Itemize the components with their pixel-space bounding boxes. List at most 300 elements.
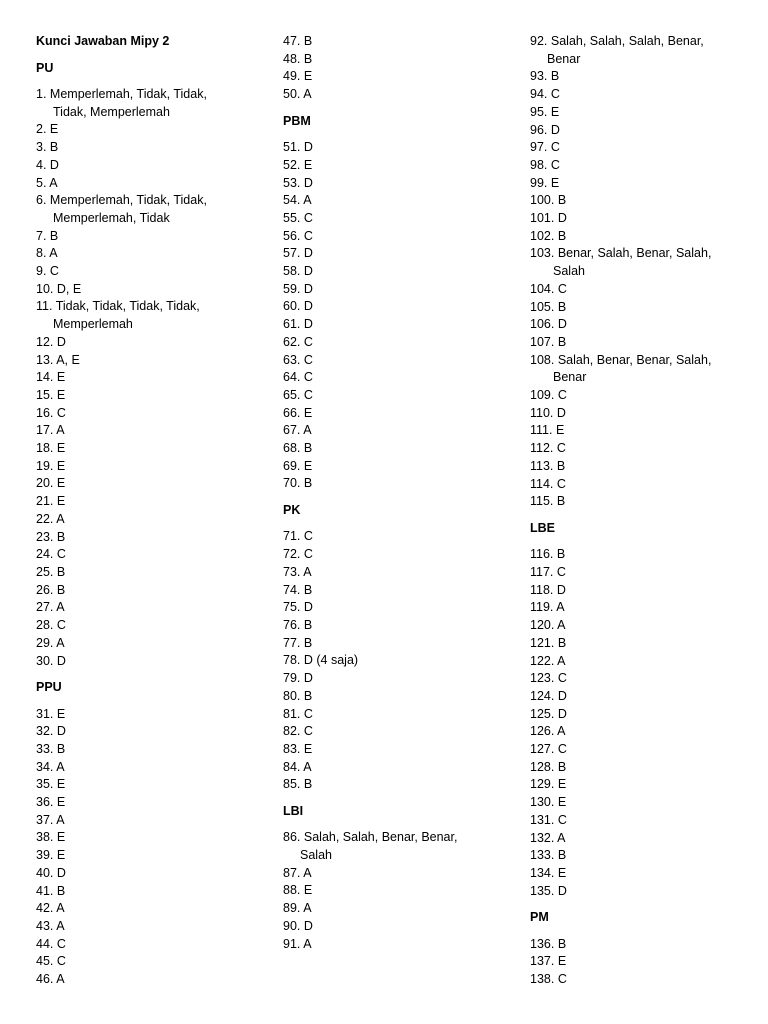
question-number: 137. [530, 954, 555, 969]
answer-text: A [303, 193, 312, 208]
answer-text: A [56, 918, 65, 933]
answer-item [283, 599, 518, 617]
answer-text: B [557, 635, 567, 650]
answer-text: B [49, 228, 59, 243]
answer-item [530, 953, 762, 971]
question-number: 64. [283, 370, 301, 385]
answer-item [283, 776, 518, 794]
answer-item [530, 228, 762, 246]
answer-item [283, 546, 518, 564]
answer-text: E [557, 795, 567, 810]
answer-item [530, 936, 762, 954]
question-number: 122. [530, 653, 555, 668]
question-number: 10. [36, 281, 54, 296]
answer-text: B [303, 582, 313, 597]
question-number: 66. [283, 405, 301, 420]
answer-text: E [56, 706, 66, 721]
answer-item [283, 263, 518, 281]
column-2 [283, 33, 518, 953]
section-lbi-continued [530, 33, 762, 511]
answer-text: B [303, 617, 313, 632]
section-heading: LBE [530, 520, 555, 535]
question-number: 71. [283, 529, 301, 544]
answer-text: D [49, 157, 59, 172]
answer-text: D [550, 122, 560, 137]
answer-text: Tidak, Tidak, Tidak, Tidak, [55, 299, 200, 314]
answer-item [530, 617, 762, 635]
answer-text: C [557, 281, 567, 296]
answer-item [36, 86, 271, 121]
answer-item [36, 865, 271, 883]
answer-item [283, 245, 518, 263]
answer-item [283, 139, 518, 157]
question-number: 25. [36, 564, 54, 579]
question-number: 101. [530, 211, 555, 226]
answer-text: E [303, 741, 313, 756]
answer-item [36, 847, 271, 865]
question-number: 89. [283, 901, 301, 916]
answer-item [36, 936, 271, 954]
answer-text: D [557, 706, 567, 721]
answer-text: B [556, 458, 566, 473]
question-number: 63. [283, 352, 301, 367]
question-number: 39. [36, 848, 54, 863]
answer-text: B [557, 936, 567, 951]
answer-text: Salah, Benar, Benar, Salah, [557, 352, 712, 367]
answer-text: Salah [553, 264, 585, 279]
question-number: 84. [283, 759, 301, 774]
question-number: 26. [36, 582, 54, 597]
question-number: 85. [283, 777, 301, 792]
answer-text: A [56, 812, 65, 827]
answer-text: C [56, 618, 66, 633]
answer-text: A [56, 972, 65, 987]
question-number: 49. [283, 69, 301, 84]
answer-item [530, 688, 762, 706]
question-number: 17. [36, 423, 54, 438]
answer-text: D [303, 671, 313, 686]
question-number: 104. [530, 281, 555, 296]
answer-item [530, 104, 762, 122]
question-number: 50. [283, 87, 301, 102]
answer-text: E [56, 830, 66, 845]
answer-text: B [303, 34, 313, 48]
answer-text: C [303, 334, 313, 349]
answer-item [283, 369, 518, 387]
section-ppu-continued [283, 33, 518, 104]
answer-item [36, 653, 271, 671]
answer-text: A [557, 653, 566, 668]
answer-item [530, 352, 762, 387]
answer-item [36, 812, 271, 830]
answer-item [530, 706, 762, 724]
question-number: 105. [530, 299, 555, 314]
section-lbe [530, 520, 762, 901]
question-number: 107. [530, 334, 555, 349]
answer-text: C [303, 724, 313, 739]
answer-text: A [557, 830, 566, 845]
answer-item [283, 759, 518, 777]
answer-item [530, 210, 762, 228]
question-number: 27. [36, 600, 54, 615]
answer-text: A [49, 246, 58, 261]
answer-text: E [56, 795, 66, 810]
question-number: 69. [283, 458, 301, 473]
answer-text: Salah, Salah, Salah, Benar, [550, 34, 704, 48]
question-number: 62. [283, 334, 301, 349]
answer-text: B [556, 494, 566, 509]
answer-text: E [550, 175, 560, 190]
question-number: 127. [530, 742, 555, 757]
answer-item [36, 759, 271, 777]
question-number: 138. [530, 972, 555, 987]
answer-item [530, 546, 762, 564]
answer-text: C [303, 370, 313, 385]
answer-text: D [303, 264, 313, 279]
question-number: 106. [530, 317, 555, 332]
answer-item [283, 387, 518, 405]
answer-text: D [556, 405, 566, 420]
answer-item [36, 458, 271, 476]
answer-text: D [303, 175, 313, 190]
question-number: 5. [36, 175, 47, 190]
question-number: 114. [530, 476, 554, 491]
question-number: 100. [530, 193, 555, 208]
question-number: 45. [36, 954, 54, 969]
answer-text: B [56, 564, 66, 579]
answer-text: D [56, 653, 66, 668]
answer-text: D [557, 317, 567, 332]
question-number: 110. [530, 405, 554, 420]
answer-text: A [303, 865, 312, 880]
answer-item [530, 334, 762, 352]
answer-text: C [56, 405, 66, 420]
answer-item [530, 493, 762, 511]
question-number: 131. [530, 812, 555, 827]
answer-text: A [56, 511, 65, 526]
question-number: 8. [36, 246, 47, 261]
answer-item [530, 476, 762, 494]
answer-item [530, 157, 762, 175]
answer-text: C [557, 742, 567, 757]
answer-item [283, 882, 518, 900]
answer-item [283, 281, 518, 299]
question-number: 58. [283, 264, 301, 279]
answer-item [36, 953, 271, 971]
answer-text: A [557, 618, 566, 633]
answer-text: C [556, 564, 566, 579]
question-number: 82. [283, 724, 301, 739]
question-number: 132. [530, 830, 555, 845]
answer-item [530, 192, 762, 210]
question-number: 83. [283, 741, 301, 756]
column-1 [36, 33, 271, 989]
answer-item [530, 759, 762, 777]
answer-text: D [303, 140, 313, 155]
question-number: 87. [283, 865, 301, 880]
section-pk [283, 502, 518, 794]
answer-item [283, 68, 518, 86]
question-number: 1. [36, 87, 47, 101]
question-number: 2. [36, 122, 47, 137]
question-number: 93. [530, 69, 548, 84]
section-pu [36, 60, 271, 671]
question-number: 133. [530, 848, 555, 863]
answer-item [530, 422, 762, 440]
question-number: 65. [283, 387, 301, 402]
answer-item [530, 582, 762, 600]
answer-item [36, 440, 271, 458]
answer-text: A [303, 936, 312, 951]
answer-text: C [303, 387, 313, 402]
answer-item [36, 369, 271, 387]
answer-text: Memperlemah [53, 317, 133, 332]
question-number: 20. [36, 476, 54, 491]
answer-text: B [56, 529, 66, 544]
question-number: 95. [530, 104, 548, 119]
question-number: 129. [530, 777, 555, 792]
question-number: 36. [36, 795, 54, 810]
question-number: 6. [36, 193, 47, 208]
question-number: 73. [283, 564, 301, 579]
answer-text: B [557, 228, 567, 243]
answer-item [283, 228, 518, 246]
answer-text: D [557, 688, 567, 703]
question-number: 79. [283, 671, 301, 686]
answer-item [283, 86, 518, 104]
answer-item [283, 723, 518, 741]
answer-item [283, 440, 518, 458]
answer-text: A [557, 724, 566, 739]
answer-item [36, 352, 271, 370]
answer-text: C [557, 388, 567, 403]
answer-text: D [556, 582, 566, 597]
question-number: 125. [530, 706, 555, 721]
answer-item [36, 245, 271, 263]
section-heading: PPU [36, 680, 62, 694]
answer-item [283, 175, 518, 193]
question-number: 117. [530, 564, 554, 579]
answer-text: A [49, 175, 58, 190]
question-number: 44. [36, 936, 54, 951]
answer-text: E [557, 865, 567, 880]
question-number: 15. [36, 387, 54, 402]
answer-text: Salah, Salah, Benar, Benar, [303, 830, 458, 845]
question-number: 116. [530, 547, 554, 562]
question-number: 103. [530, 246, 555, 261]
answer-text: B [303, 476, 313, 491]
answer-text: D [557, 211, 567, 226]
answer-text: D, E [56, 281, 82, 296]
answer-text: B [303, 777, 313, 792]
answer-text: A [56, 423, 65, 438]
answer-text: B [557, 848, 567, 863]
column-3 [530, 33, 762, 989]
answer-item [283, 670, 518, 688]
answer-item [36, 635, 271, 653]
question-number: 40. [36, 865, 54, 880]
answer-text: A [303, 564, 312, 579]
answer-item [36, 422, 271, 440]
question-number: 74. [283, 582, 301, 597]
answer-item [530, 405, 762, 423]
answer-text: C [550, 140, 560, 155]
answer-text: A [56, 759, 65, 774]
question-number: 38. [36, 830, 54, 845]
question-number: 72. [283, 547, 301, 562]
answer-item [36, 529, 271, 547]
question-number: 102. [530, 228, 555, 243]
answer-text: E [56, 777, 66, 792]
answer-text: B [550, 69, 560, 84]
answer-text: C [303, 547, 313, 562]
answer-text: E [56, 476, 66, 491]
document-title: Kunci Jawaban Mipy 2 [36, 34, 170, 48]
answer-text: B [303, 635, 313, 650]
answer-item [530, 387, 762, 405]
answer-item [36, 281, 271, 299]
section-heading: PU [36, 60, 54, 75]
question-number: 43. [36, 918, 54, 933]
answer-text: E [555, 423, 565, 438]
question-number: 67. [283, 423, 301, 438]
question-number: 9. [36, 264, 47, 279]
answer-item [283, 936, 518, 954]
answer-text: Memperlemah, Tidak, Tidak, [49, 87, 207, 101]
answer-text: B [557, 299, 567, 314]
answer-item [283, 900, 518, 918]
answer-text: Benar [547, 51, 581, 66]
answer-text: E [303, 405, 313, 420]
question-number: 61. [283, 317, 301, 332]
answer-text: C [557, 972, 567, 987]
answer-item [530, 635, 762, 653]
answer-item [530, 139, 762, 157]
answer-text: E [56, 458, 66, 473]
answer-item [530, 971, 762, 989]
question-number: 54. [283, 193, 301, 208]
answer-item [283, 157, 518, 175]
answer-item [36, 829, 271, 847]
question-number: 33. [36, 741, 54, 756]
question-number: 46. [36, 972, 54, 987]
answer-text: Salah [300, 848, 332, 863]
answer-item [283, 352, 518, 370]
answer-item [283, 51, 518, 69]
question-number: 130. [530, 795, 555, 810]
question-number: 22. [36, 511, 54, 526]
answer-text: C [550, 157, 560, 172]
answer-item [283, 192, 518, 210]
answer-text: C [303, 529, 313, 544]
question-number: 91. [283, 936, 301, 951]
question-number: 14. [36, 370, 54, 385]
answer-item [36, 723, 271, 741]
answer-item [36, 121, 271, 139]
question-number: 113. [530, 458, 554, 473]
answer-item [530, 440, 762, 458]
answer-item [36, 475, 271, 493]
answer-item [36, 405, 271, 423]
answer-item [36, 706, 271, 724]
answer-text: C [557, 671, 567, 686]
answer-text: C [56, 954, 66, 969]
answer-item [283, 688, 518, 706]
answer-text: B [303, 51, 313, 66]
answer-item [530, 883, 762, 901]
answer-item [530, 281, 762, 299]
answer-item [283, 617, 518, 635]
answer-text: A [303, 423, 312, 438]
answer-text: E [49, 122, 59, 137]
question-number: 57. [283, 246, 301, 261]
answer-item [36, 228, 271, 246]
section-heading: LBI [283, 803, 304, 818]
answer-text: B [303, 441, 313, 456]
answer-text: B [56, 883, 66, 898]
question-number: 135. [530, 883, 555, 898]
answer-text: B [557, 759, 567, 774]
question-number: 99. [530, 175, 548, 190]
answer-item [36, 582, 271, 600]
question-number: 121. [530, 635, 555, 650]
answer-item [530, 458, 762, 476]
question-number: 134. [530, 865, 555, 880]
answer-item [530, 599, 762, 617]
answer-item [283, 33, 518, 51]
answer-item [36, 157, 271, 175]
answer-item [36, 599, 271, 617]
answer-text: E [56, 494, 66, 509]
question-number: 60. [283, 299, 301, 314]
answer-item [283, 210, 518, 228]
answer-item [283, 652, 518, 670]
question-number: 42. [36, 901, 54, 916]
question-number: 59. [283, 281, 301, 296]
question-number: 120. [530, 618, 555, 633]
answer-text: E [550, 104, 560, 119]
question-number: 29. [36, 635, 54, 650]
answer-item [36, 918, 271, 936]
answer-item [283, 865, 518, 883]
question-number: 92. [530, 34, 548, 48]
answer-item [36, 298, 271, 333]
answer-item [36, 493, 271, 511]
answer-item [530, 670, 762, 688]
section-pm [530, 909, 762, 989]
answer-text: B [557, 334, 567, 349]
answer-text: A [56, 635, 65, 650]
answer-item [530, 299, 762, 317]
answer-text: E [557, 954, 567, 969]
question-number: 11. [36, 299, 53, 314]
question-number: 111. [530, 423, 553, 438]
answer-item [36, 971, 271, 989]
answer-item [530, 175, 762, 193]
answer-text: A, E [56, 352, 80, 367]
question-number: 52. [283, 157, 301, 172]
question-number: 136. [530, 936, 555, 951]
answer-item [530, 830, 762, 848]
answer-item [283, 458, 518, 476]
answer-item [36, 617, 271, 635]
answer-item [36, 741, 271, 759]
answer-text: C [557, 812, 567, 827]
answer-text: D [56, 724, 66, 739]
question-number: 75. [283, 600, 301, 615]
question-number: 55. [283, 210, 301, 225]
answer-item [283, 405, 518, 423]
